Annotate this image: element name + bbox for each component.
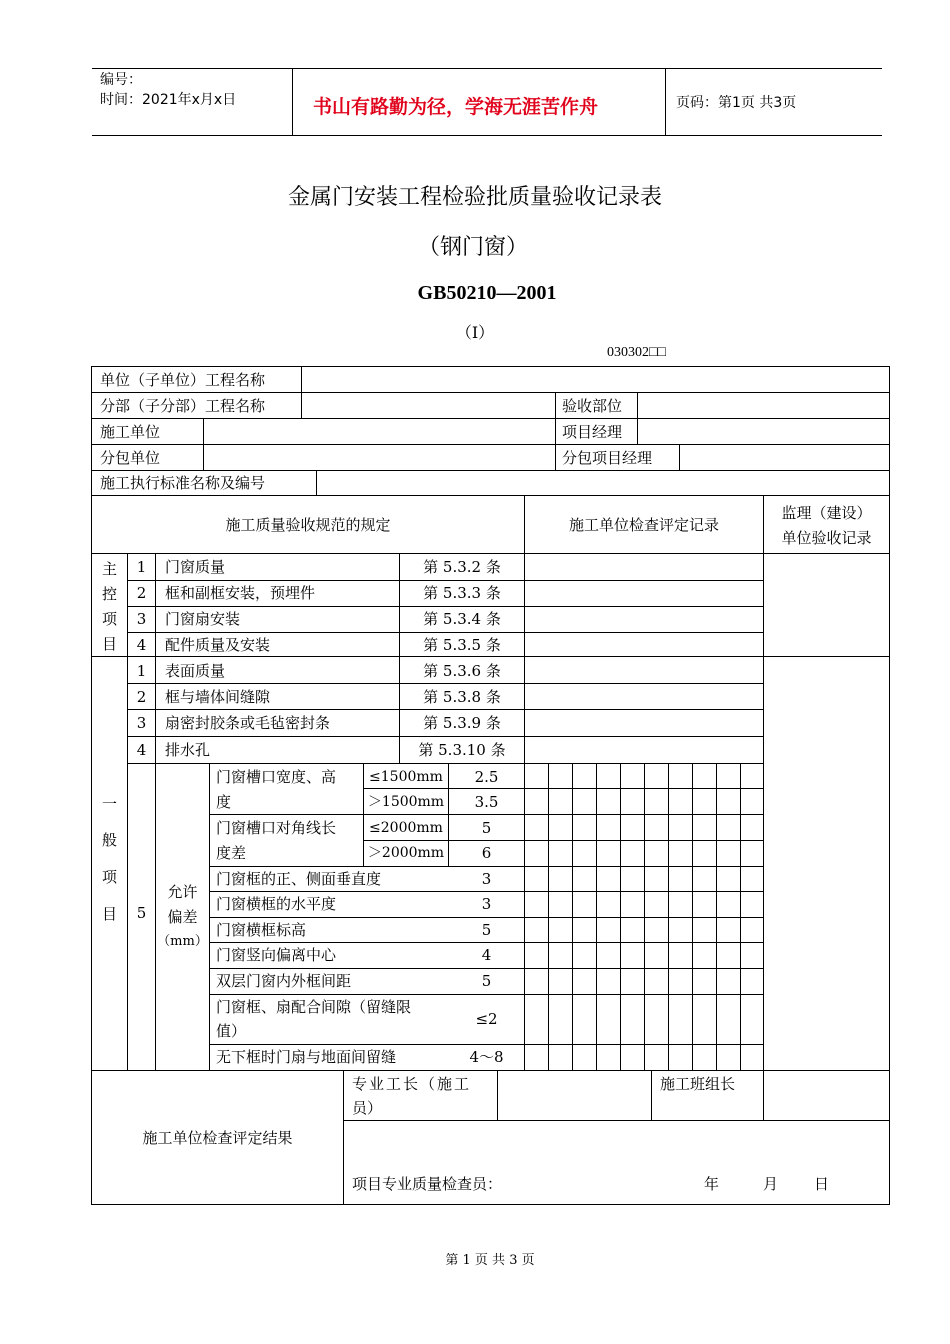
label-sub-pm: 分包项目经理	[562, 449, 653, 467]
item-name: 框与墙体间缝隙	[165, 688, 271, 706]
tol-condition: ≤1500mm	[369, 769, 443, 785]
tol-value: ≤2	[475, 1010, 498, 1028]
header-page: 页码：第1页 共3页	[676, 95, 797, 111]
header-motto: 书山有路勤为径，学海无涯苦作舟	[313, 96, 599, 118]
team-leader-label: 施工班组长	[660, 1075, 736, 1093]
tolerance-unit: （mm）	[157, 934, 208, 949]
tol-value: 3.5	[474, 793, 499, 811]
item-no: 4	[136, 636, 147, 654]
label-project-name: 单位（子单位）工程名称	[100, 371, 266, 389]
page-footer: 第 1 页 共 3 页	[445, 1253, 535, 1268]
item-clause: 第 5.3.5 条	[423, 636, 501, 654]
header-top-rule	[92, 68, 882, 69]
tol-condition: ＞2000mm	[367, 845, 445, 861]
header-spec: 施工质量验收规范的规定	[225, 516, 391, 534]
general-label-char: 一	[101, 795, 117, 813]
header-bottom-rule	[92, 135, 882, 136]
tol-value: 5	[481, 972, 492, 990]
standard-code: GB50210—2001	[417, 282, 557, 304]
header-supervisor-2: 单位验收记录	[781, 529, 872, 547]
item-no: 3	[136, 610, 147, 628]
tol-item: 门窗框、扇配合间隙（留缝限	[216, 998, 412, 1016]
tol-value: 3	[481, 870, 492, 888]
item-name: 框和副框安装，预埋件	[165, 584, 316, 602]
general-label-char: 项	[101, 868, 117, 886]
main-label-char: 控	[101, 585, 117, 603]
header-divider-2	[665, 68, 666, 136]
form-code: 030302□□	[607, 345, 666, 360]
foreman-label: 专业工长（施工	[352, 1075, 472, 1093]
item-name: 表面质量	[165, 662, 226, 680]
tol-value: 4	[481, 946, 492, 964]
main-label-char: 主	[101, 560, 117, 578]
general-label-char: 般	[101, 831, 117, 849]
item-no: 5	[136, 904, 147, 922]
item-clause: 第 5.3.10 条	[418, 741, 506, 759]
tol-item: 值）	[216, 1022, 247, 1040]
tol-value: 3	[481, 895, 492, 913]
label-construction-unit: 施工单位	[100, 423, 161, 441]
main-label-char: 目	[101, 635, 117, 653]
date-month: 月	[763, 1175, 779, 1193]
roman-numeral: （Ⅰ）	[455, 325, 495, 342]
tol-item: 门窗框的正、侧面垂直度	[216, 870, 382, 888]
item-name: 扇密封胶条或毛毡密封条	[165, 714, 331, 732]
item-no: 1	[136, 558, 147, 576]
item-name: 排水孔	[165, 741, 211, 759]
item-no: 2	[136, 584, 147, 602]
item-clause: 第 5.3.6 条	[423, 662, 501, 680]
tol-item: 门窗槽口宽度、高	[216, 768, 337, 786]
tol-value: 6	[481, 844, 492, 862]
header-check-record: 施工单位检查评定记录	[568, 516, 719, 534]
label-project-manager: 项目经理	[562, 423, 623, 441]
item-clause: 第 5.3.8 条	[423, 688, 501, 706]
document-title: 金属门安装工程检验批质量验收记录表	[287, 185, 662, 210]
general-label-char: 目	[101, 905, 117, 923]
tol-value: 2.5	[474, 768, 499, 786]
tol-item: 门窗横框的水平度	[216, 895, 337, 913]
item-clause: 第 5.3.4 条	[423, 610, 501, 628]
tol-item: 门窗竖向偏离中心	[216, 946, 337, 964]
tol-item: 双层门窗内外框间距	[216, 972, 352, 990]
tol-item: 无下框时门扇与地面间留缝	[216, 1048, 397, 1066]
tol-value: 4～8	[469, 1048, 504, 1066]
header-time: 时间：2021年x月x日	[100, 92, 237, 108]
tolerance-label: 允许	[167, 883, 198, 901]
item-clause: 第 5.3.9 条	[423, 714, 501, 732]
item-name: 配件质量及安装	[165, 636, 271, 654]
item-name: 门窗质量	[165, 558, 226, 576]
item-clause: 第 5.3.2 条	[423, 558, 501, 576]
header-supervisor-1: 监理（建设）	[781, 504, 872, 522]
item-no: 4	[136, 741, 147, 759]
item-clause: 第 5.3.3 条	[423, 584, 501, 602]
inspector-label: 项目专业质量检查员：	[352, 1175, 503, 1193]
item-name: 门窗扇安装	[165, 610, 241, 628]
label-subcontract-unit: 分包单位	[100, 449, 161, 467]
tol-condition: ≤2000mm	[369, 820, 443, 836]
label-standard-name: 施工执行标准名称及编号	[100, 474, 266, 492]
main-label-char: 项	[101, 610, 117, 628]
date-day: 日	[814, 1175, 830, 1193]
tol-condition: ＞1500mm	[367, 794, 445, 810]
tolerance-label: 偏差	[167, 908, 198, 926]
tol-item: 度差	[216, 844, 247, 862]
tol-value: 5	[481, 921, 492, 939]
tol-item: 度	[216, 793, 232, 811]
label-sub-project: 分部（子分部）工程名称	[100, 397, 266, 415]
foreman-label: 员）	[352, 1099, 383, 1117]
item-no: 3	[136, 714, 147, 732]
tol-item: 门窗槽口对角线长	[216, 819, 337, 837]
tol-item: 门窗横框标高	[216, 921, 307, 939]
result-label: 施工单位检查评定结果	[142, 1129, 293, 1147]
header-divider-1	[292, 68, 293, 136]
header-number: 编号：	[100, 72, 142, 88]
tol-value: 5	[481, 819, 492, 837]
label-accept-part: 验收部位	[562, 397, 623, 415]
item-no: 1	[136, 662, 147, 680]
item-no: 2	[136, 688, 147, 706]
date-year: 年	[704, 1175, 720, 1193]
document-subtitle: （钢门窗）	[417, 235, 528, 260]
